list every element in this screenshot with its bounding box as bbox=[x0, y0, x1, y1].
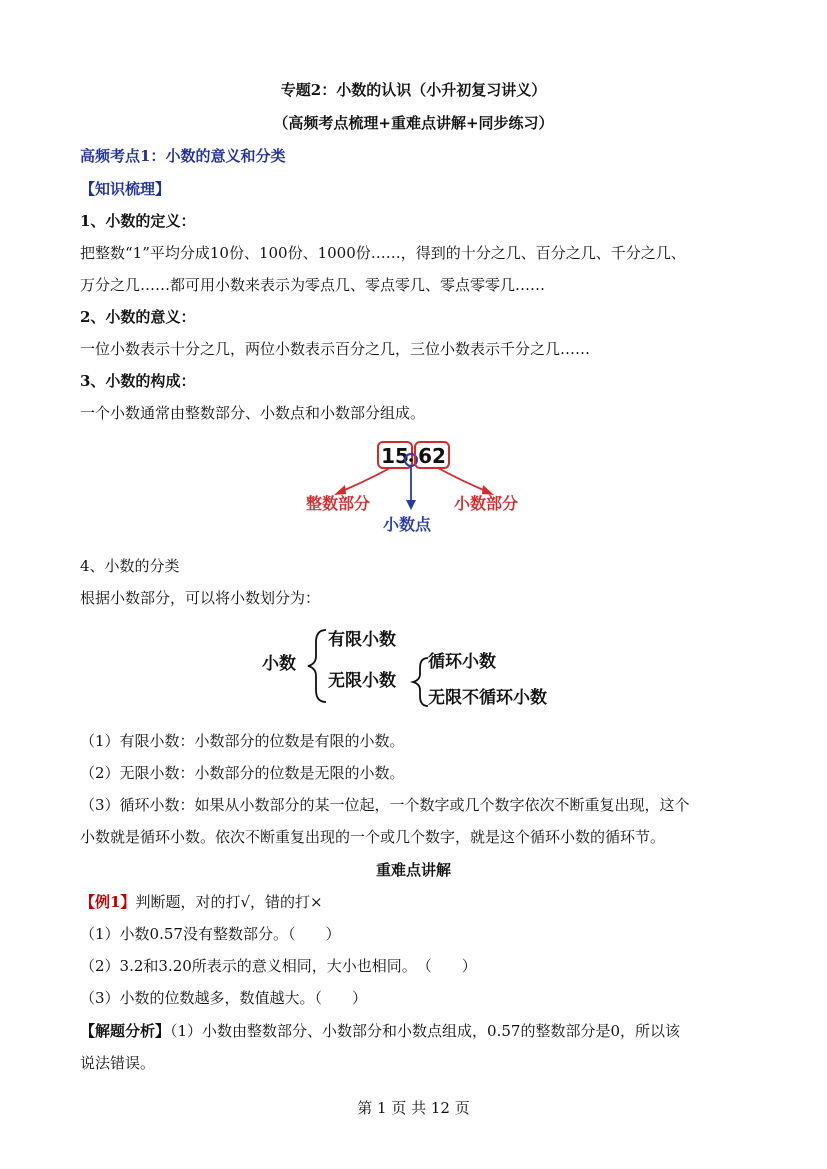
analysis-line-1 bbox=[80, 1021, 680, 1041]
page-number: 第 1 页 共 12 页 bbox=[357, 1099, 470, 1117]
item-infinite: （2）无限小数：小数部分的位数是无限的小数。 bbox=[80, 764, 405, 782]
document-subtitle: （高频考点梳理+重难点讲解+同步练习） bbox=[273, 114, 554, 132]
meaning-text: 一位小数表示十分之几，两位小数表示百分之几，三位小数表示千分之几…… bbox=[80, 340, 591, 358]
arrow-decimal bbox=[438, 468, 488, 492]
section-heading-2: 重难点讲解 bbox=[375, 861, 451, 879]
decimal-part-digits: 62 bbox=[418, 444, 446, 468]
definition-title: 1、小数的定义： bbox=[80, 212, 196, 230]
class-non-repeating: 无限不循环小数 bbox=[428, 688, 547, 708]
document-title: 专题2：小数的认识（小升初复习讲义） bbox=[280, 81, 547, 99]
classification-text: 根据小数部分，可以将小数划分为： bbox=[80, 589, 321, 607]
brace-2 bbox=[413, 658, 428, 706]
analysis-line-2: 说法错误。 bbox=[80, 1054, 156, 1072]
brace-1 bbox=[308, 630, 326, 702]
meaning-title: 2、小数的意义： bbox=[80, 308, 196, 326]
class-infinite: 无限小数 bbox=[328, 671, 396, 691]
decimal-classification-diagram bbox=[258, 622, 578, 714]
arrowhead-point bbox=[406, 500, 416, 510]
composition-text: 一个小数通常由整数部分、小数点和小数部分组成。 bbox=[80, 404, 426, 422]
example-1 bbox=[80, 892, 323, 912]
example-tag: 【例1】 bbox=[80, 893, 136, 911]
definition-line-2: 万分之几……都可用小数来表示为零点几、零点零几、零点零零几…… bbox=[80, 276, 546, 294]
question-3: （3）小数的位数越多，数值越大。（ ） bbox=[80, 989, 368, 1007]
item-repeating-line-2: 小数就是循环小数。依次不断重复出现的一个或几个数字，就是这个循环小数的循环节。 bbox=[80, 828, 666, 846]
analysis-tag: 【解题分析】 bbox=[80, 1022, 171, 1040]
class-finite: 有限小数 bbox=[328, 630, 396, 650]
question-2: （2）3.2和3.20所表示的意义相同，大小也相同。 （ ） bbox=[80, 957, 477, 975]
question-1: （1）小数0.57没有整数部分。（ ） bbox=[80, 925, 341, 943]
label-decimal-part: 小数部分 bbox=[453, 494, 519, 513]
classification-title: 4、小数的分类 bbox=[80, 557, 180, 575]
class-root: 小数 bbox=[262, 654, 296, 674]
item-finite: （1）有限小数：小数部分的位数是有限的小数。 bbox=[80, 732, 405, 750]
composition-title: 3、小数的构成： bbox=[80, 372, 196, 390]
arrow-integer bbox=[340, 468, 390, 492]
definition-line-1: 把整数“1”平均分成10份、100份、1000份……，得到的十分之几、百分之几、千分之几、 bbox=[80, 244, 686, 262]
item-repeating-line-1: （3）循环小数：如果从小数部分的某一位起，一个数字或几个数字依次不断重复出现，这个 bbox=[80, 796, 690, 814]
example-text: 判断题，对的打√，错的打× bbox=[135, 893, 323, 911]
label-decimal-point: 小数点 bbox=[382, 515, 432, 534]
label-integer-part: 整数部分 bbox=[305, 494, 371, 513]
analysis-text: （1）小数由整数部分、小数部分和小数点组成，0.57的整数部分是0，所以该 bbox=[170, 1022, 681, 1040]
decimal-point-dot bbox=[409, 458, 413, 462]
decimal-composition-diagram bbox=[290, 432, 550, 542]
section-heading-1: 高频考点1：小数的意义和分类 bbox=[80, 147, 286, 165]
integer-part-digits: 15 bbox=[381, 444, 409, 468]
class-repeating: 循环小数 bbox=[428, 652, 496, 672]
knowledge-tag: 【知识梳理】 bbox=[80, 180, 171, 198]
